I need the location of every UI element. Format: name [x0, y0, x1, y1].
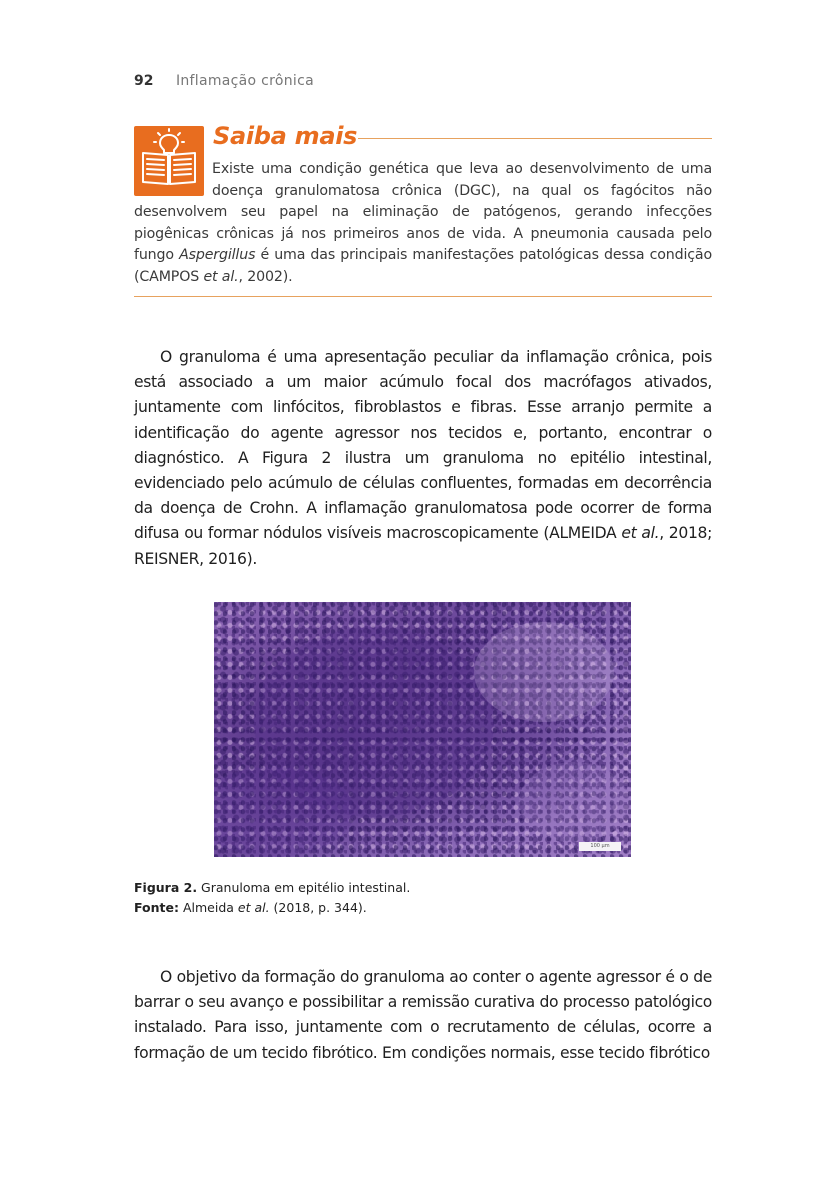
- source-label: Fonte:: [134, 900, 179, 915]
- page-number: 92: [134, 73, 154, 89]
- figure-label: Figura 2.: [134, 880, 198, 895]
- figure-caption: Figura 2. Granuloma em epitélio intestinal. Fonte: Almeida et al. (2018, p. 344).: [134, 880, 411, 915]
- scale-bar: 100 µm: [579, 842, 621, 851]
- title-divider: [358, 138, 712, 139]
- granuloma-micrograph: [214, 602, 631, 857]
- box-title: Saiba mais: [213, 122, 358, 150]
- page-header: [134, 73, 314, 89]
- running-title: Inflamação crônica: [175, 73, 314, 89]
- saiba-mais-text: Existe uma condição genética que leva ao desenvolvimento de uma doença granulomatosa crônica (DGC), na qual os fagócitos não desenvolvem seu papel na eliminação de patógenos, gerando infecções piogênicas crônicas já nos primeiros anos de vida. A pneumonia causada pelo fungo Aspergillus é uma das principais manifestações patológicas dessa condição (CAMPOS et al., 2002).: [134, 161, 712, 285]
- body-paragraph-1: O granuloma é uma apresentação peculiar da inflamação crônica, pois está associado a um maior acúmulo focal dos macrófagos ativados, juntamente com linfócitos, fibroblastos e fibras. Esse arranjo permite a identificação do agente agressor nos tecidos e, portanto, encontrar o diagnóstico. A Figura 2 ilustra um granuloma no epitélio intestinal, evidenciado pelo acúmulo de células confluentes, formadas em decorrência da doença de Crohn. A inflamação granulomatosa pode ocorrer de forma difusa ou formar nódulos visíveis macroscopicamente (ALMEIDA et al., 2018; REISNER, 2016).: [134, 348, 712, 568]
- box-bottom-divider: [134, 296, 712, 297]
- body-paragraph-2: O objetivo da formação do granuloma ao conter o agente agressor é o de barrar o seu avanço e possibilitar a remissão curativa do processo patológico instalado. Para isso, juntamente com o recrutamento de células, ocorre a formação de um tecido fibrótico. Em condições normais, esse tecido fibrótico: [134, 968, 712, 1062]
